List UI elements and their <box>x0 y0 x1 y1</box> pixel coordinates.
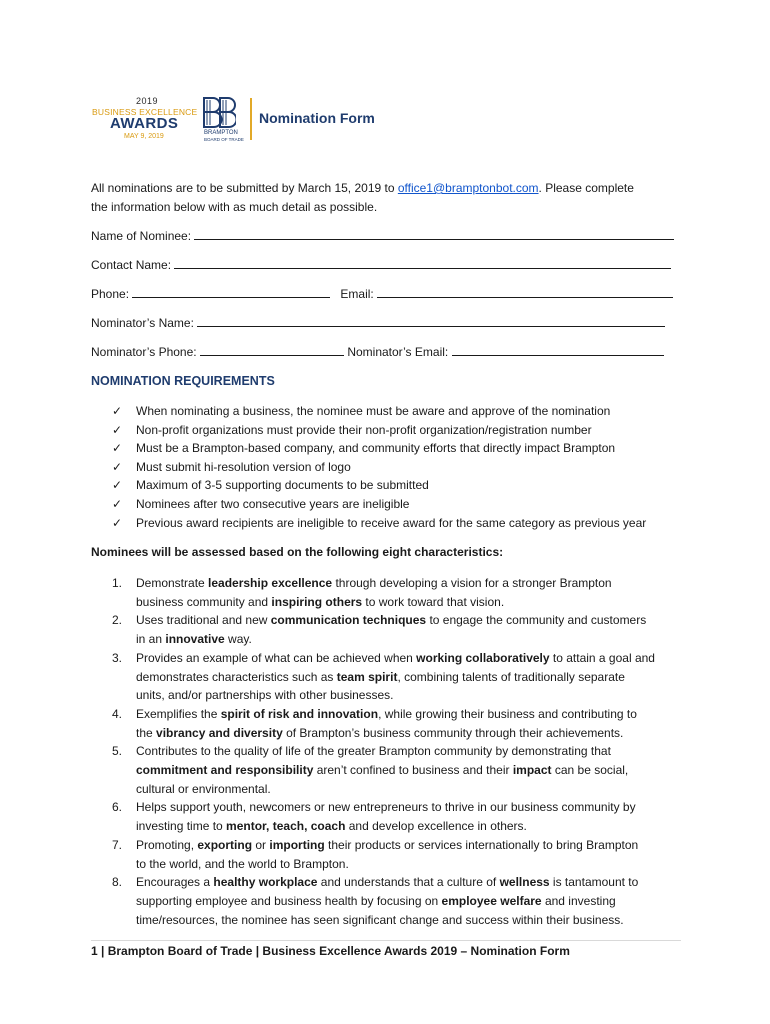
nominator-phone-label: Nominator’s Phone: <box>91 345 197 359</box>
item-text: and develop excellence in others. <box>345 819 527 834</box>
emphasis-text: importing <box>269 837 325 852</box>
item-text: the <box>136 725 157 740</box>
characteristic-item <box>112 798 655 835</box>
item-text: their products or services internationally to bring Brampton <box>324 837 639 852</box>
requirement-text: When nominating a business, the nominee must be aware and approve of the nomination <box>136 404 611 418</box>
item-text: and investing <box>541 893 616 908</box>
emphasis-text: innovative <box>165 632 225 647</box>
characteristics-heading: Nominees will be assessed based on the following eight characteristics: <box>91 545 504 559</box>
item-text: Provides an example of what can be achieved when <box>136 650 417 665</box>
item-text: to attain a goal and <box>549 650 655 665</box>
nominator-name-label: Nominator’s Name: <box>91 316 194 330</box>
requirement-item <box>112 495 646 514</box>
emphasis-text: spirit of risk and innovation <box>220 706 379 721</box>
item-text: is tantamount to <box>549 875 639 890</box>
emphasis-text: impact <box>512 763 552 778</box>
item-text: time/resources, the nominee has seen significant change and success within their business. <box>136 912 624 927</box>
requirement-text: Previous award recipients are ineligible to receive award for the same category as previous year <box>136 515 647 530</box>
item-text: and understands that a culture of <box>317 875 500 890</box>
item-text: or <box>252 837 270 852</box>
intro-text-a: All nominations are to be submitted by March 15, 2019 to <box>91 181 398 195</box>
requirements-list <box>112 402 646 532</box>
nominee-name-field[interactable] <box>194 228 674 240</box>
characteristic-item <box>112 742 655 798</box>
item-text: Encourages a <box>136 875 214 890</box>
emphasis-text: team spirit <box>336 669 398 684</box>
item-text: demonstrates characteristics such as <box>136 669 337 684</box>
check-icon: ✓ <box>112 496 123 511</box>
requirements-heading: NOMINATION REQUIREMENTS <box>91 374 275 388</box>
requirement-text: Nominees after two consecutive years are ineligible <box>136 496 410 511</box>
emphasis-text: healthy workplace <box>213 875 318 890</box>
nominee-name-label: Name of Nominee: <box>91 229 192 243</box>
emphasis-text: working collaboratively <box>416 650 550 665</box>
item-text: Contributes to the quality of life of the greater Brampton community by demonstrating that <box>136 744 611 759</box>
email-link[interactable]: office1@bramptonbot.com <box>397 181 539 195</box>
nominator-contact-row <box>91 344 664 359</box>
characteristic-item <box>112 574 655 611</box>
check-icon: ✓ <box>112 459 123 474</box>
emphasis-text: wellness <box>499 875 550 890</box>
item-number: 4. <box>112 706 123 721</box>
characteristic-item <box>112 611 655 648</box>
logo-board-of-trade: BOARD OF TRADE <box>204 137 244 142</box>
emphasis-text: commitment and responsibility <box>136 763 314 778</box>
requirement-item <box>112 421 646 440</box>
contact-name-label: Contact Name: <box>91 258 172 272</box>
item-text: to engage the community and customers <box>426 613 647 628</box>
logo-brampton: BRAMPTON <box>204 130 238 136</box>
brampton-bb-icon <box>202 96 236 130</box>
item-text: investing time to <box>136 819 227 834</box>
item-text: cultural or environmental. <box>136 781 271 796</box>
nominator-phone-field[interactable] <box>200 344 344 356</box>
requirement-item <box>112 476 646 495</box>
phone-label: Phone: <box>91 287 130 301</box>
emphasis-text: vibrancy and diversity <box>156 725 283 740</box>
requirement-item <box>112 439 646 458</box>
item-text: can be social, <box>551 763 629 778</box>
item-text: Exemplifies the <box>136 706 221 721</box>
requirement-text: Maximum of 3-5 supporting documents to be submitted <box>136 478 429 493</box>
item-text: to work toward that vision. <box>362 594 505 609</box>
item-text: Uses traditional and new <box>136 613 271 628</box>
item-number: 1. <box>112 576 123 590</box>
logo-year: 2019 <box>136 96 159 106</box>
contact-name-field[interactable] <box>174 257 671 269</box>
awards-logo <box>92 96 252 146</box>
phone-email-row <box>91 286 673 301</box>
intro-paragraph <box>91 179 634 216</box>
emphasis-text: exporting <box>197 837 253 852</box>
check-icon: ✓ <box>112 404 123 418</box>
item-number: 5. <box>112 744 123 759</box>
characteristics-list <box>112 574 655 929</box>
item-text: in an <box>136 632 166 647</box>
intro-text-b: . Please complete <box>538 181 634 195</box>
item-text: , combining talents of traditionally separate <box>397 669 625 684</box>
header-divider <box>250 98 252 140</box>
nominator-email-label: Nominator’s Email: <box>347 345 449 359</box>
item-number: 6. <box>112 800 123 815</box>
logo-awards: AWARDS <box>110 115 179 132</box>
email-label: Email: <box>340 287 374 301</box>
item-number: 3. <box>112 650 123 665</box>
emphasis-text: inspiring others <box>271 594 363 609</box>
page-footer: 1 | Brampton Board of Trade | Business Excellence Awards 2019 – Nomination Form <box>91 944 570 958</box>
characteristic-item <box>112 705 655 742</box>
item-text: to the world, and the world to Brampton. <box>136 856 349 871</box>
item-text: of Brampton’s business community through their achievements. <box>282 725 624 740</box>
nominator-name-row <box>91 315 665 330</box>
requirement-text: Must submit hi-resolution version of logo <box>136 459 351 474</box>
item-text: through developing a vision for a stronger Brampton <box>332 576 612 590</box>
item-text: business community and <box>136 594 272 609</box>
intro-text-c: the information below with as much detail as possible. <box>91 199 378 214</box>
item-text: Demonstrate <box>136 576 209 590</box>
page-title: Nomination Form <box>259 110 375 126</box>
item-text: Helps support youth, newcomers or new entrepreneurs to thrive in our business community by <box>136 800 636 815</box>
phone-field[interactable] <box>132 286 330 298</box>
requirement-item <box>112 514 646 533</box>
characteristic-item <box>112 649 655 705</box>
emphasis-text: communication techniques <box>270 613 427 628</box>
nominator-email-field[interactable] <box>452 344 664 356</box>
item-text: way. <box>224 632 252 647</box>
item-text: , while growing their business and contributing to <box>378 706 637 721</box>
item-text: supporting employee and business health by focusing on <box>136 893 442 908</box>
item-number: 7. <box>112 837 123 852</box>
footer-divider <box>91 940 681 941</box>
logo-date: MAY 9, 2019 <box>124 133 164 140</box>
email-field[interactable] <box>377 286 673 298</box>
emphasis-text: employee welfare <box>441 893 542 908</box>
check-icon: ✓ <box>112 422 123 437</box>
requirement-text: Non-profit organizations must provide their non-profit organization/registration number <box>136 422 592 437</box>
item-text: aren’t confined to business and their <box>313 763 513 778</box>
check-icon: ✓ <box>112 441 123 456</box>
nominator-name-field[interactable] <box>197 315 665 327</box>
contact-name-row <box>91 257 671 272</box>
characteristic-item <box>112 836 655 873</box>
item-number: 8. <box>112 875 123 890</box>
item-number: 2. <box>112 613 123 628</box>
characteristic-item <box>112 873 655 929</box>
check-icon: ✓ <box>112 515 123 530</box>
requirement-item <box>112 458 646 477</box>
emphasis-text: leadership excellence <box>208 576 333 590</box>
check-icon: ✓ <box>112 478 123 493</box>
logo-business-excellence: BUSINESS EXCELLENCE <box>92 107 198 117</box>
item-text: Promoting, <box>136 837 198 852</box>
requirement-item <box>112 402 646 421</box>
item-text: units, and/or partnerships with other businesses. <box>136 688 394 703</box>
nominee-name-row <box>91 228 674 243</box>
requirement-text: Must be a Brampton-based company, and community efforts that directly impact Brampton <box>136 441 616 456</box>
emphasis-text: mentor, teach, coach <box>226 819 346 834</box>
